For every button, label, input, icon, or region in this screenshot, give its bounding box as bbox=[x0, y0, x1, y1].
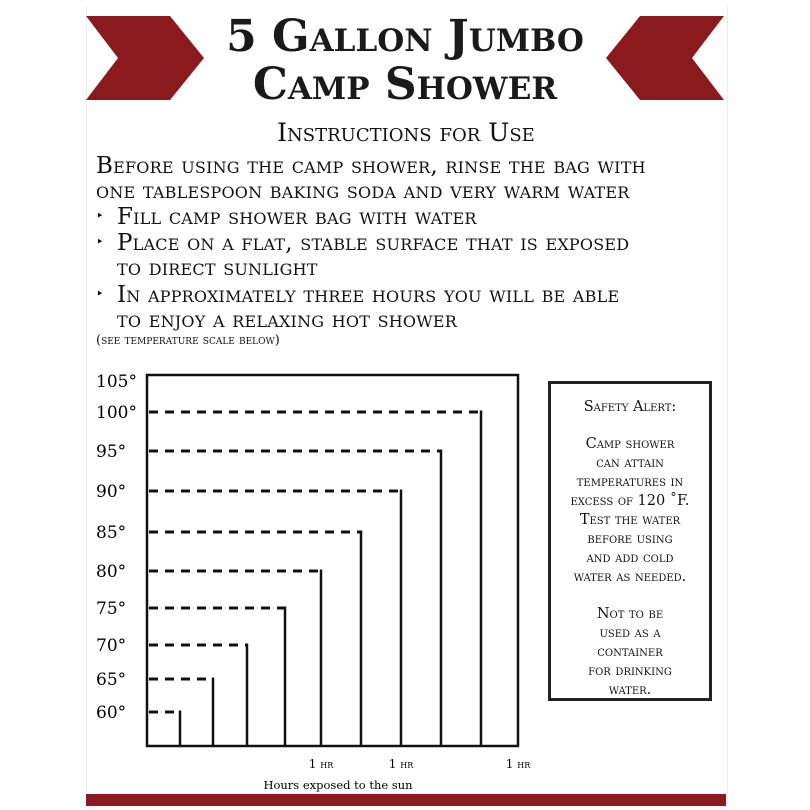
safety-warning-line-4: for drinking bbox=[588, 663, 672, 679]
x-tick-label: 1 hr bbox=[308, 757, 334, 771]
safety-warning-line-2: used as a bbox=[599, 625, 661, 641]
intro-line-1: Before using the camp shower, rinse the bag with bbox=[96, 153, 646, 179]
bullet-icon: ‣ bbox=[96, 209, 104, 224]
y-tick-label: 85° bbox=[96, 523, 127, 543]
safety-alert-box bbox=[548, 381, 712, 701]
safety-alert-line-5: Test the water bbox=[579, 512, 681, 528]
safety-alert-heading: Safety Alert: bbox=[583, 399, 677, 415]
y-tick-label: 95° bbox=[96, 442, 127, 462]
chart-frame bbox=[147, 375, 518, 746]
safety-alert-text bbox=[551, 435, 709, 587]
bullet-icon: ‣ bbox=[96, 287, 104, 302]
step-1-line-1: Fill camp shower bag with water bbox=[117, 204, 477, 230]
safety-warning-line-5: water. bbox=[608, 682, 652, 698]
safety-alert-line-8: water as needed. bbox=[573, 569, 687, 585]
safety-alert-line-6: before using bbox=[587, 531, 673, 547]
safety-alert-line-3: temperatures in bbox=[576, 474, 684, 490]
y-tick-label: 105° bbox=[96, 372, 137, 392]
safety-alert-warning bbox=[551, 605, 709, 700]
title-line-2: Camp Shower bbox=[252, 59, 558, 110]
y-tick-label: 70° bbox=[96, 636, 127, 656]
safety-alert-line-4: excess of 120 ˚F. bbox=[570, 493, 690, 509]
step-2-line-2: to direct sunlight bbox=[117, 255, 318, 281]
safety-warning-line-1: Not to be bbox=[596, 606, 664, 622]
bottom-bar bbox=[86, 794, 726, 806]
temperature-scale-note: (see temperature scale below) bbox=[96, 333, 280, 348]
step-3-line-1: In approximately three hours you will be able bbox=[117, 282, 620, 308]
x-axis-label: Hours exposed to the sun bbox=[263, 778, 413, 792]
safety-warning-line-3: container bbox=[597, 644, 663, 660]
x-tick-label: 1 hr bbox=[505, 757, 531, 771]
safety-alert-line-2: can attain bbox=[596, 455, 664, 471]
y-tick-label: 90° bbox=[96, 482, 127, 502]
safety-alert-line-1: Camp shower bbox=[585, 436, 675, 452]
step-2-line-1: Place on a flat, stable surface that is exposed bbox=[117, 230, 630, 256]
x-tick-label: 1 hr bbox=[388, 757, 414, 771]
y-tick-label: 75° bbox=[96, 599, 127, 619]
step-3-line-2: to enjoy a relaxing hot shower bbox=[117, 307, 458, 333]
y-tick-label: 65° bbox=[96, 670, 127, 690]
instructions-heading: Instructions for Use bbox=[277, 118, 535, 147]
y-tick-label: 100° bbox=[96, 403, 137, 423]
intro-line-2: one tablespoon baking soda and very warm water bbox=[96, 178, 630, 204]
bullet-icon: ‣ bbox=[96, 235, 104, 250]
y-tick-label: 60° bbox=[96, 703, 127, 723]
y-tick-label: 80° bbox=[96, 562, 127, 582]
title-line-1: 5 Gallon Jumbo bbox=[226, 11, 584, 62]
safety-alert-line-7: and add cold bbox=[586, 550, 674, 566]
